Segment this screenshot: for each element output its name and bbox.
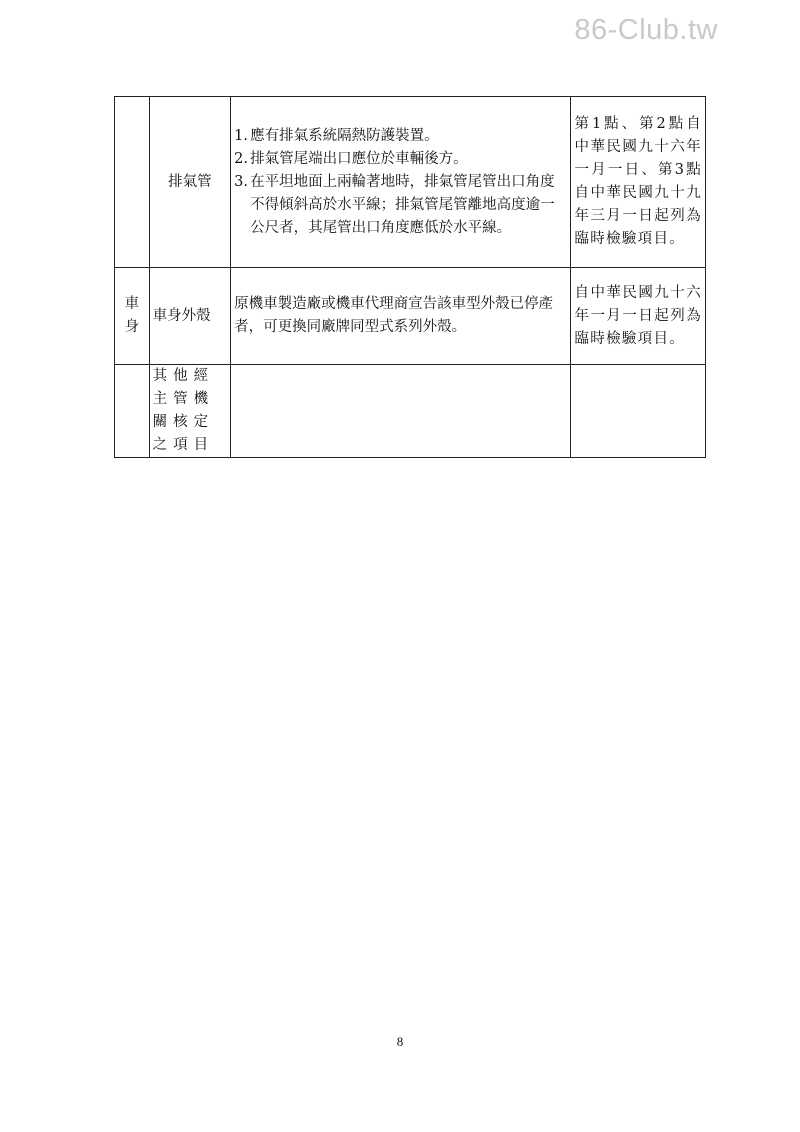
category-cell — [115, 365, 150, 458]
requirement-text: 排氣管尾端出口應位於車輛後方。 — [250, 150, 468, 167]
requirement-number: 1. — [234, 127, 248, 144]
requirement-item — [234, 171, 567, 240]
category-cell: 車身 — [115, 268, 150, 365]
table-row — [115, 365, 706, 458]
requirement-cell: 原機車製造廠或機車代理商宣告該車型外殼已停產者，可更換同廠牌同型式系列外殼。 — [231, 268, 571, 365]
requirements-cell — [231, 97, 571, 268]
item-name-cell: 排氣管 — [149, 97, 231, 268]
category-cell — [115, 97, 150, 268]
inspection-table — [114, 96, 706, 458]
item-name-label: 其他經主管機關核定之項目 — [152, 368, 215, 453]
requirement-item — [234, 148, 567, 171]
requirement-number: 3. — [234, 173, 248, 190]
note-cell: 第1點、第2點自中華民國九十六年一月一日、第3點自中華民國九十九年三月一日起列為臨時檢驗項目。 — [571, 97, 706, 268]
item-name-cell — [149, 365, 231, 458]
page-number: 8 — [396, 1034, 404, 1049]
requirement-text: 在平坦地面上兩輪著地時，排氣管尾管出口角度不得傾斜高於水平線；排氣管尾管離地高度逾一公尺者，其尾管出口角度應低於水平線。 — [250, 173, 555, 236]
requirement-number: 2. — [234, 150, 248, 167]
item-name-cell: 車身外殼 — [149, 268, 231, 365]
table-row — [115, 97, 706, 268]
requirement-item — [234, 125, 567, 148]
watermark-86club: 86-Club.tw — [574, 14, 718, 46]
note-cell: 自中華民國九十六年一月一日起列為臨時檢驗項目。 — [571, 268, 706, 365]
note-cell — [571, 365, 706, 458]
requirement-text: 應有排氣系統隔熱防護裝置。 — [250, 127, 439, 144]
requirement-cell — [231, 365, 571, 458]
table-row — [115, 268, 706, 365]
